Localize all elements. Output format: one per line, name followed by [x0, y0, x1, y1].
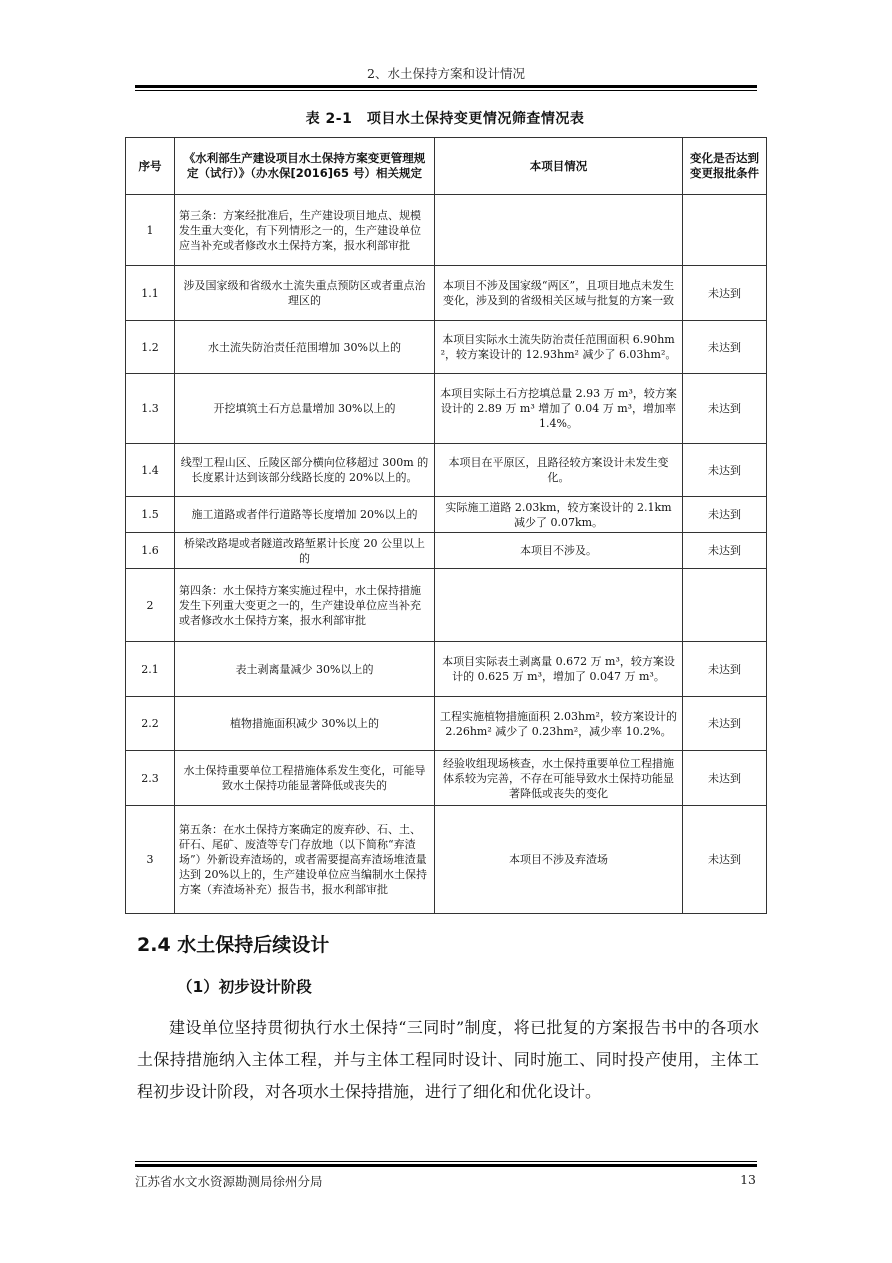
row-situation: 实际施工道路 2.03km，较方案设计的 2.1km 减少了 0.07km。	[435, 497, 683, 533]
row-no: 2	[126, 569, 175, 642]
table-row	[126, 697, 767, 751]
footer-organization: 江苏省水文水资源勘测局徐州分局	[135, 1174, 323, 1189]
row-rule: 施工道路或者伴行道路等长度增加 20%以上的	[175, 497, 435, 533]
table-row	[126, 497, 767, 533]
footer-rule-thick	[135, 1164, 757, 1167]
row-no: 2.3	[126, 751, 175, 806]
section-heading: 2.4 水土保持后续设计	[137, 934, 330, 956]
row-rule: 表土剥离量减少 30%以上的	[175, 642, 435, 697]
row-rule: 开挖填筑土石方总量增加 30%以上的	[175, 374, 435, 444]
row-result	[683, 195, 767, 266]
col-header-rule: 《水利部生产建设项目水土保持方案变更管理规定（试行）》（办水保[2016]65 号）相关规定	[175, 138, 435, 195]
row-situation: 本项目不涉及弃渣场	[435, 806, 683, 914]
row-rule: 桥梁改路堤或者隧道改路堑累计长度 20 公里以上的	[175, 533, 435, 569]
row-result: 未达到	[683, 374, 767, 444]
table-header-row	[126, 138, 767, 195]
row-rule: 线型工程山区、丘陵区部分横向位移超过 300m 的长度累计达到该部分线路长度的 20%以上的。	[175, 444, 435, 497]
row-no: 2.2	[126, 697, 175, 751]
row-rule: 涉及国家级和省级水土流失重点预防区或者重点治理区的	[175, 266, 435, 321]
body-paragraph: 建设单位坚持贯彻执行水土保持“三同时”制度，将已批复的方案报告书中的各项水土保持措施纳入主体工程，并与主体工程同时设计、同时施工、同时投产使用，主体工程初步设计阶段，对各项水土保持措施，进行了细化和优化设计。	[137, 1018, 759, 1101]
row-no: 1.5	[126, 497, 175, 533]
row-result: 未达到	[683, 444, 767, 497]
col-header-result: 变化是否达到变更报批条件	[683, 138, 767, 195]
row-rule: 植物措施面积减少 30%以上的	[175, 697, 435, 751]
row-rule: 第三条：方案经批准后，生产建设项目地点、规模发生重大变化，有下列情形之一的，生产建设单位应当补充或者修改水土保持方案，报水利部审批	[175, 195, 435, 266]
table-row	[126, 444, 767, 497]
header-rule-thick	[135, 85, 757, 88]
row-result: 未达到	[683, 266, 767, 321]
row-rule: 第四条：水土保持方案实施过程中，水土保持措施发生下列重大变更之一的，生产建设单位应当补充或者修改水土保持方案，报水利部审批	[175, 569, 435, 642]
table-row	[126, 374, 767, 444]
row-situation: 本项目实际土石方挖填总量 2.93 万 m³，较方案设计的 2.89 万 m³ 增加了 0.04 万 m³，增加率 1.4%。	[435, 374, 683, 444]
row-no: 2.1	[126, 642, 175, 697]
row-no: 1.6	[126, 533, 175, 569]
table-row	[126, 266, 767, 321]
row-situation	[435, 195, 683, 266]
row-rule: 水土保持重要单位工程措施体系发生变化，可能导致水土保持功能显著降低或丧失的	[175, 751, 435, 806]
row-situation: 本项目不涉及。	[435, 533, 683, 569]
row-result: 未达到	[683, 642, 767, 697]
col-header-situation: 本项目情况	[435, 138, 683, 195]
row-result	[683, 569, 767, 642]
row-result: 未达到	[683, 697, 767, 751]
row-result: 未达到	[683, 497, 767, 533]
row-situation: 本项目不涉及国家级“两区”，且项目地点未发生变化，涉及到的省级相关区域与批复的方案一致	[435, 266, 683, 321]
footer-rule-thin	[135, 1161, 757, 1162]
row-no: 1.2	[126, 321, 175, 374]
screening-table	[125, 137, 767, 914]
row-result: 未达到	[683, 751, 767, 806]
table-row	[126, 806, 767, 914]
row-situation: 工程实施植物措施面积 2.03hm²，较方案设计的 2.26hm² 减少了 0.23hm²，减少率 10.2%。	[435, 697, 683, 751]
page-header: 2、水土保持方案和设计情况	[367, 66, 525, 81]
table-row	[126, 751, 767, 806]
row-no: 1	[126, 195, 175, 266]
row-situation: 本项目实际水土流失防治责任范围面积 6.90hm²，较方案设计的 12.93hm² 减少了 6.03hm²。	[435, 321, 683, 374]
row-no: 1.4	[126, 444, 175, 497]
row-situation: 本项目在平原区，且路径较方案设计未发生变化。	[435, 444, 683, 497]
table-row	[126, 195, 767, 266]
row-result: 未达到	[683, 806, 767, 914]
row-result: 未达到	[683, 533, 767, 569]
header-rule-thin	[135, 90, 757, 91]
table-title: 表 2-1 项目水土保持变更情况筛查情况表	[305, 111, 585, 127]
table-row	[126, 569, 767, 642]
table-row	[126, 533, 767, 569]
row-no: 1.1	[126, 266, 175, 321]
row-rule: 水土流失防治责任范围增加 30%以上的	[175, 321, 435, 374]
sub-heading: （1）初步设计阶段	[177, 978, 312, 996]
row-situation: 本项目实际表土剥离量 0.672 万 m³，较方案设计的 0.625 万 m³，增加了 0.047 万 m³。	[435, 642, 683, 697]
col-header-no: 序号	[126, 138, 175, 195]
table-row	[126, 642, 767, 697]
table-row	[126, 321, 767, 374]
row-situation: 经验收组现场核查，水土保持重要单位工程措施体系较为完善，不存在可能导致水土保持功能显著降低或丧失的变化	[435, 751, 683, 806]
row-situation	[435, 569, 683, 642]
row-rule: 第五条：在水土保持方案确定的废弃砂、石、土、矸石、尾矿、废渣等专门存放地（以下简称“弃渣场”）外新设弃渣场的，或者需要提高弃渣场堆渣量达到 20%以上的，生产建设单位应当编制水土保持方案（弃渣场补充）报告书，报水利部审批	[175, 806, 435, 914]
row-no: 3	[126, 806, 175, 914]
page-number: 13	[740, 1172, 756, 1187]
row-no: 1.3	[126, 374, 175, 444]
row-result: 未达到	[683, 321, 767, 374]
